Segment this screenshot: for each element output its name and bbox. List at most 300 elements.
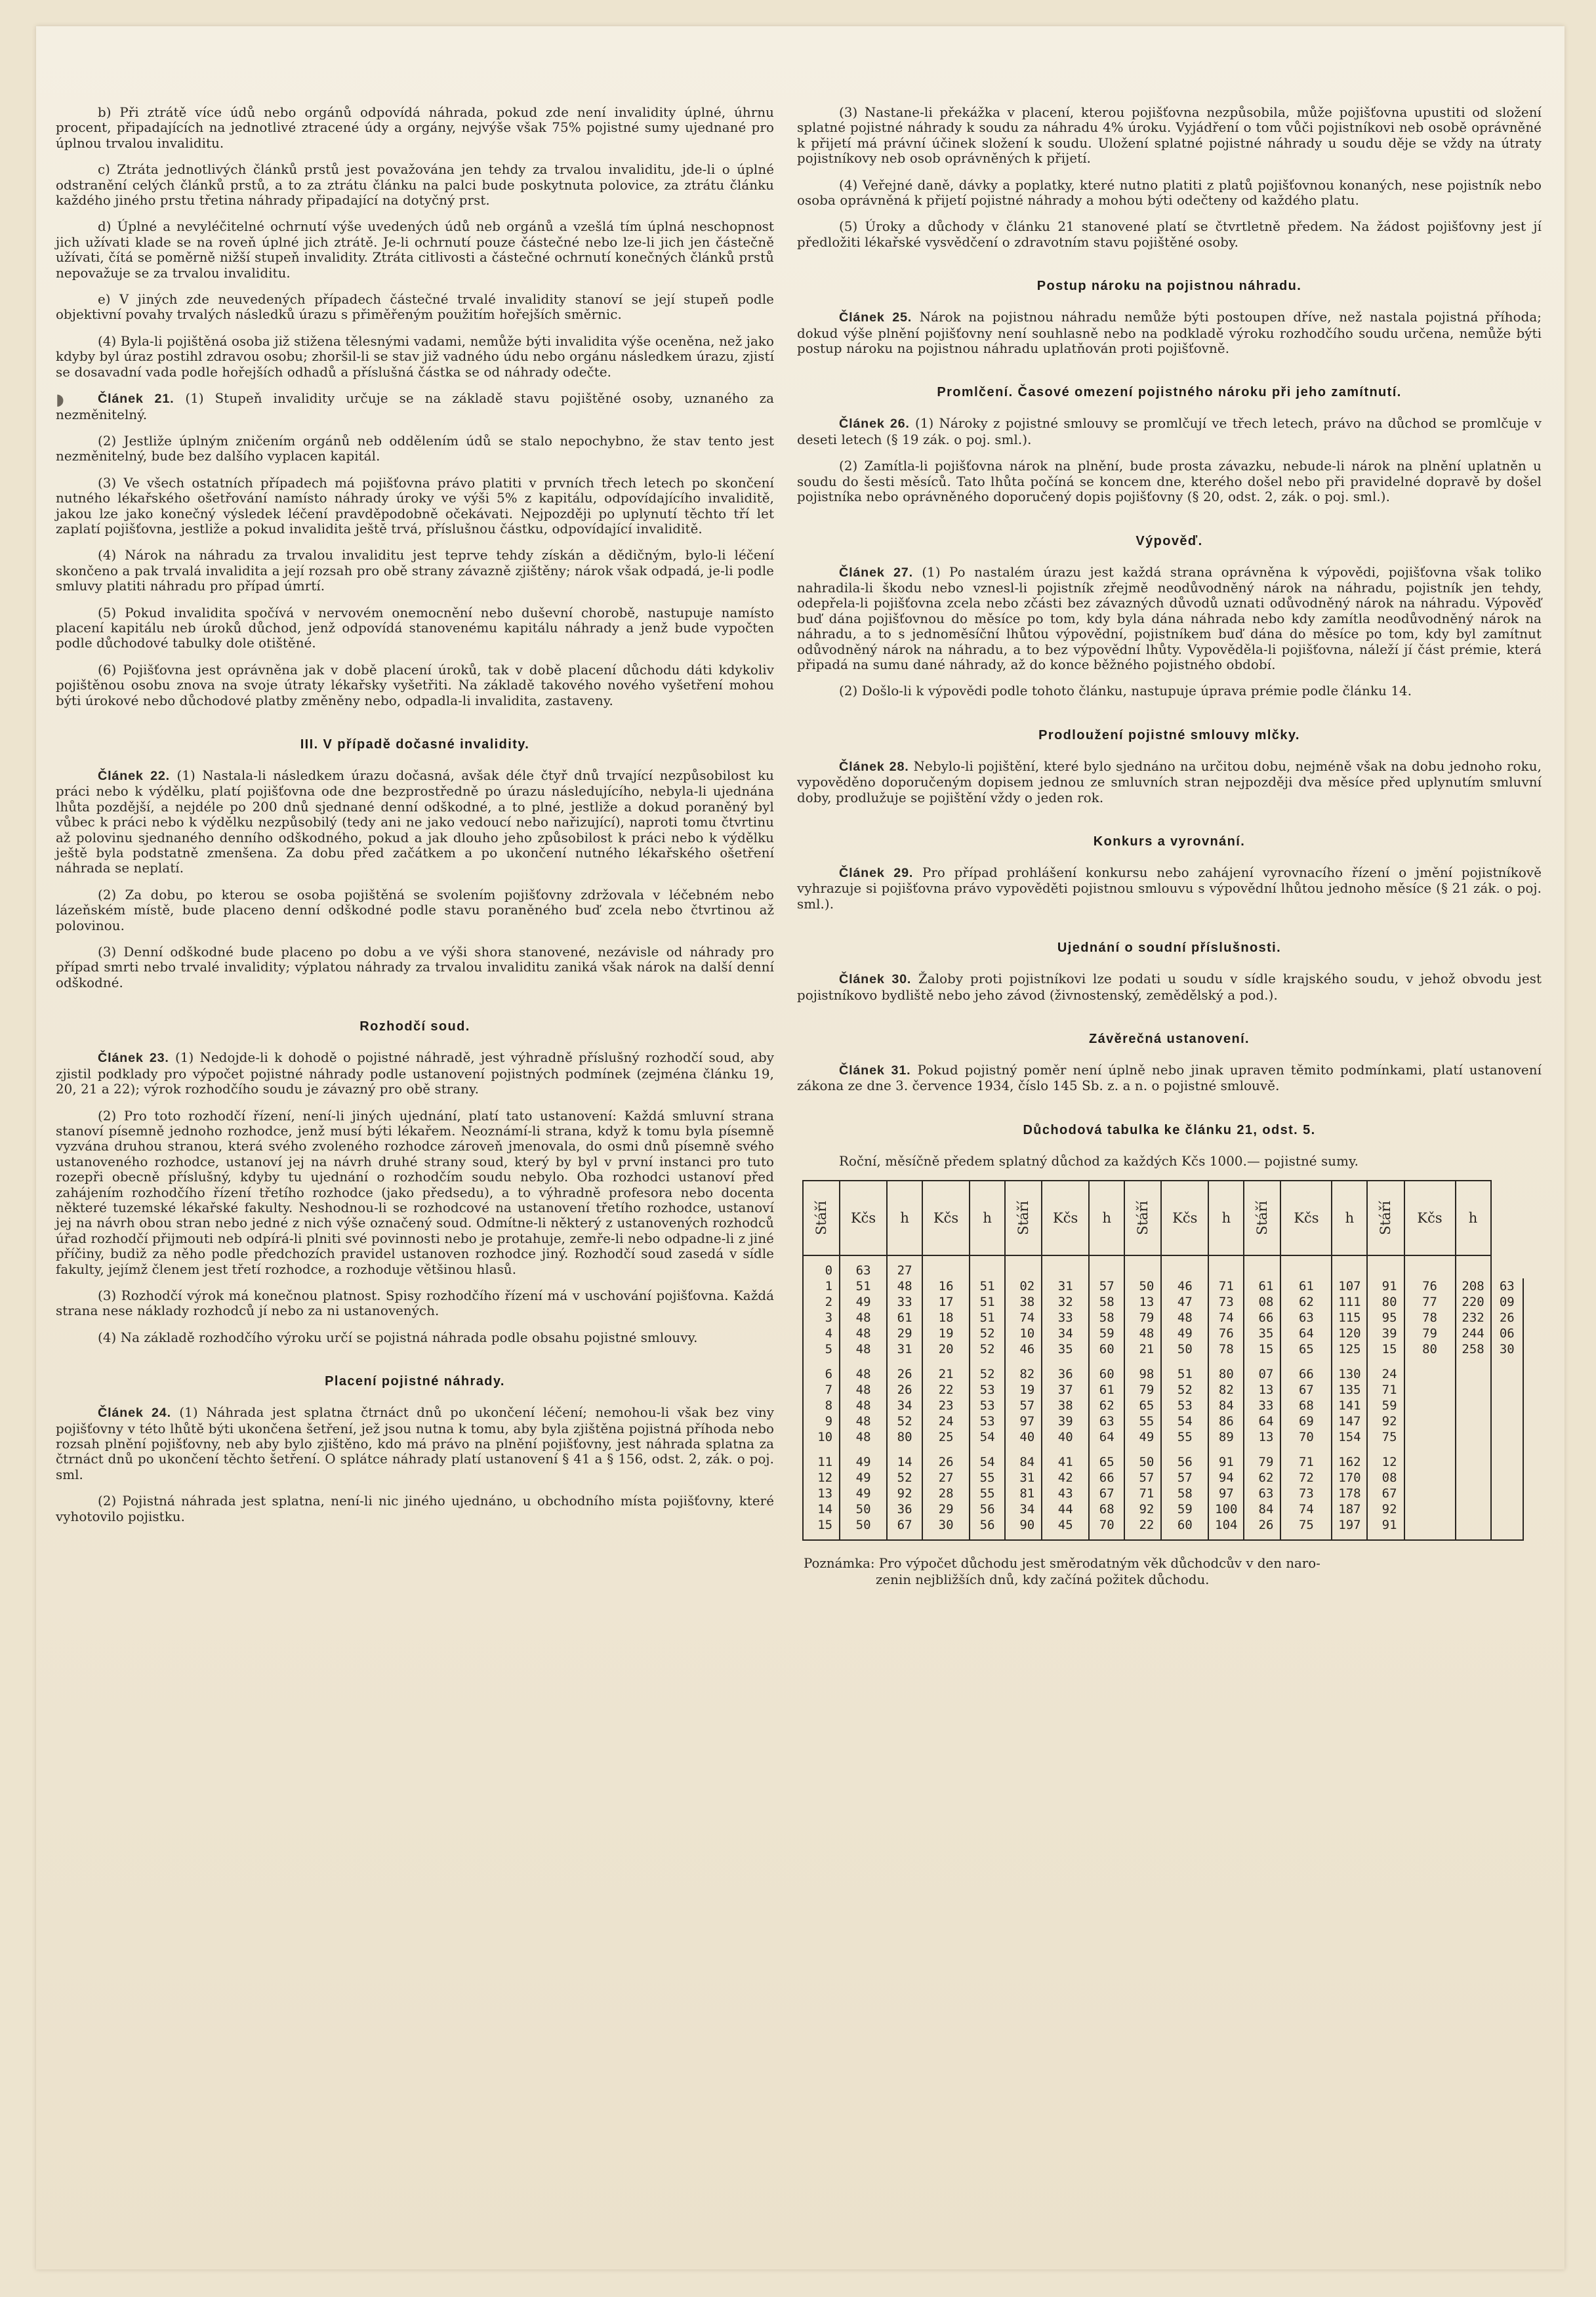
- table-cell: 74: [1208, 1310, 1244, 1326]
- table-cell: 68: [1280, 1398, 1332, 1413]
- table-cell: [1404, 1382, 1456, 1398]
- table-cell: 61: [1280, 1278, 1332, 1294]
- table-cell: 63: [1089, 1413, 1124, 1429]
- table-cell: 22: [1124, 1517, 1161, 1540]
- table-cell: 49: [1124, 1429, 1161, 1445]
- table-header-cell: [1244, 1181, 1280, 1255]
- table-cell: 80: [1208, 1357, 1244, 1382]
- table-cell: 74: [1280, 1501, 1332, 1517]
- table-cell: 26: [887, 1382, 922, 1398]
- article-24-label: Článek 24.: [98, 1406, 171, 1421]
- table-cell: 11: [803, 1445, 840, 1470]
- table-cell: 47: [1161, 1294, 1208, 1310]
- table-cell: 16: [922, 1278, 970, 1294]
- table-cell: [1456, 1255, 1491, 1278]
- table-cell: 12: [1367, 1445, 1404, 1470]
- table-cell: 94: [1208, 1470, 1244, 1486]
- table-cell: [1005, 1255, 1042, 1278]
- table-header-label: Stáří: [1378, 1201, 1394, 1236]
- table-cell: 98: [1124, 1357, 1161, 1382]
- table-cell: 91: [1367, 1278, 1404, 1294]
- table-cell: [1404, 1517, 1456, 1540]
- article-22-p2: (2) Za dobu, po kterou se osoba pojištěná se svolením pojišťovny zdržovala v léčebném nebo lázeňském místě, bude placeno denní odškodné podle stavu poraněného buď zcela nebo čtvrtinou až polovinou.: [56, 887, 774, 933]
- article-21-p5: (5) Pokud invalidita spočívá v nervovém onemocnění nebo duševní chorobě, nastupuje namísto placení kapitálu neb úroků důchod, jenž odpovídá stanovenému kapitálu náhrady a jenž bude vypočten podle důchodové tabulky dole otištěné.: [56, 605, 774, 651]
- table-cell: 41: [1042, 1445, 1089, 1470]
- table-cell: 14: [887, 1445, 922, 1470]
- table-cell: 26: [1244, 1517, 1280, 1540]
- table-cell: 06: [1491, 1326, 1523, 1341]
- table-cell: 31: [887, 1341, 922, 1357]
- table-cell: 24: [1367, 1357, 1404, 1382]
- table-cell: 57: [1089, 1278, 1124, 1294]
- table-cell: 107: [1332, 1278, 1367, 1294]
- table-header-cell: Kčs: [1042, 1181, 1089, 1255]
- table-cell: 52: [970, 1341, 1005, 1357]
- table-cell: 08: [1367, 1470, 1404, 1486]
- table-header-cell: h: [1089, 1181, 1124, 1255]
- table-cell: 15: [803, 1517, 840, 1540]
- table-cell: 84: [1244, 1501, 1280, 1517]
- table-cell: 36: [887, 1501, 922, 1517]
- article-23-p2: (2) Pro toto rozhodčí řízení, není-li jiných ujednání, platí tato ustanovení: Každá smluvní strana stanoví písemně jednoho rozhodce, jenž musí býti lékařem. Neoznámí-li strana, když k tomu byla písemně vyzvána druhou stranou, která svého zvoleného rozhodce zároveň jmenovala, do osmi dnů písemně svého ustanoveného rozhodce, ustanoví jej na návrh druhé strany soud, který by byl v první instanci pro tuto rozepři obecně příslušný, kdyby tu ujednání o rozhodčím soudu nebylo. Oba rozhodci ustanoví před zahájením rozhodčího řízení třetího rozhodce (jako předsedu), a to výhradně profesora nebo docenta některé tuzemské lékařské fakulty. Neshodnou-li se rozhodcové na ustanovení třetího rozhodce, ustanoví jej na návrh obou stran nebo jedné z nich výše označený soud. Odmítne-li některý z ustanovených rozhodců úřad rozhodčí přijmouti neb odpírá-li plniti své povinnosti nebo je protahuje, zemře-li nebo odpadne-li z jiné příčiny, budiž za něho podle předchozích pravidel ustanoven rozhodce jiný. Rozhodčí soud zasedá v sídle fakulty, jejímž členem jest třetí rozhodce, a rozhoduje většinou hlasů.: [56, 1108, 774, 1277]
- table-cell: [1456, 1357, 1491, 1382]
- table-cell: 51: [840, 1278, 887, 1294]
- table-cell: [1456, 1517, 1491, 1540]
- section-heading-temporary-invalidity: III. V případě dočasné invalidity.: [300, 737, 530, 752]
- table-cell: 92: [887, 1486, 922, 1501]
- article-21-p2: (2) Jestliže úplným zničením orgánů neb oddělením údů se stalo nepochybno, že stav tento jest nezměnitelný, bude bez dalšího vyplacen kapitál.: [56, 433, 774, 464]
- table-cell: 82: [1208, 1382, 1244, 1398]
- table-cell: 56: [970, 1517, 1005, 1540]
- table-cell: 59: [1367, 1398, 1404, 1413]
- table-cell: 56: [970, 1501, 1005, 1517]
- article-24-text: (1) Náhrada jest splatna čtrnáct dnů po ukončení léčení; nemohou-li však bez viny pojišťovny v této lhůtě býti ukončena šetření, jež jsou nutna k tomu, aby byla zjištěna pojistná příhoda nebo rozsah plnění pojišťovny, neb aby bylo zjištěno, kdo má právo na plnění pojišťovny, jest náhrada splatna za čtrnáct dnů po ukončení těchto šetření. O splátce náhrady platí ustanovení § 41 a § 156, odst. 2, zák. o poj. sml.: [56, 1405, 774, 1482]
- table-cell: 84: [1005, 1445, 1042, 1470]
- table-cell: 63: [1280, 1310, 1332, 1326]
- table-cell: 55: [970, 1470, 1005, 1486]
- table-cell: 36: [1042, 1357, 1089, 1382]
- table-cell: 63: [1491, 1278, 1523, 1294]
- table-cell: 13: [1244, 1382, 1280, 1398]
- table-row: [803, 1326, 1523, 1341]
- table-cell: 35: [1244, 1326, 1280, 1341]
- table-cell: [1491, 1486, 1523, 1501]
- table-cell: 62: [1244, 1470, 1280, 1486]
- table-header-cell: Kčs: [840, 1181, 887, 1255]
- table-cell: 52: [970, 1357, 1005, 1382]
- table-cell: 141: [1332, 1398, 1367, 1413]
- table-cell: [1491, 1382, 1523, 1398]
- table-row: [803, 1310, 1523, 1326]
- article-27-label: Článek 27.: [839, 565, 913, 580]
- table-cell: 77: [1404, 1294, 1456, 1310]
- table-cell: 100: [1208, 1501, 1244, 1517]
- table-cell: 68: [1089, 1501, 1124, 1517]
- table-cell: 53: [970, 1413, 1005, 1429]
- table-cell: 30: [922, 1517, 970, 1540]
- table-cell: 50: [840, 1517, 887, 1540]
- table-cell: 130: [1332, 1357, 1367, 1382]
- table-cell: 09: [1491, 1294, 1523, 1310]
- table-row: [803, 1470, 1523, 1486]
- table-row: [803, 1278, 1523, 1294]
- table-cell: 27: [887, 1255, 922, 1278]
- table-cell: 92: [1367, 1501, 1404, 1517]
- article-23-label: Článek 23.: [98, 1051, 169, 1066]
- table-cell: 64: [1280, 1326, 1332, 1341]
- article-31-label: Článek 31.: [839, 1063, 911, 1078]
- table-cell: 91: [1367, 1517, 1404, 1540]
- table-cell: 54: [970, 1429, 1005, 1445]
- table-cell: 60: [1161, 1517, 1208, 1540]
- table-cell: 48: [1161, 1310, 1208, 1326]
- article-21-p6: (6) Pojišťovna jest oprávněna jak v době placení úroků, tak v době placení důchodu dáti kdykoliv pojištěnou osobu znova na svoje útraty lékařsky vyšetřiti. Na základě takového nového vyšetření mohou býti úrokové nebo důchodové platby změněny nebo, odpadla-li invalidita, zastaveny.: [56, 662, 774, 708]
- table-cell: 4: [803, 1326, 840, 1341]
- article-29-label: Článek 29.: [839, 865, 914, 880]
- table-cell: 111: [1332, 1294, 1367, 1310]
- table-cell: 15: [1244, 1341, 1280, 1357]
- table-cell: 61: [887, 1310, 922, 1326]
- table-cell: 63: [840, 1255, 887, 1278]
- table-cell: 82: [1005, 1357, 1042, 1382]
- table-cell: 17: [922, 1294, 970, 1310]
- paragraph-21d: d) Úplné a nevyléčitelné ochrnutí výše uvedených údů neb orgánů a vzešlá tím úplná neschopnost jich užívati klade se na roveň úplné jich ztrátě. Je-li ochrnutí pouze částečné nebo lze-li jich jen částečně užívati, čítá se poměrně nižší stupeň invalidity. Ztráta citlivosti a částečné ochrnutí konečných článků prstů nepovažuje se za trvalou invaliditu.: [56, 219, 774, 281]
- table-cell: 53: [970, 1382, 1005, 1398]
- article-30-text: Žaloby proti pojistníkovi lze podati u soudu v sídle krajského soudu, v jehož obvodu jest pojistníkovo bydliště nebo jeho závod (živnostenský, zemědělský a pod.).: [797, 971, 1542, 1003]
- table-cell: 44: [1042, 1501, 1089, 1517]
- table-cell: 2: [803, 1294, 840, 1310]
- table-cell: [922, 1255, 970, 1278]
- table-cell: [1456, 1382, 1491, 1398]
- table-cell: 13: [1244, 1429, 1280, 1445]
- table-cell: 50: [1161, 1341, 1208, 1357]
- table-cell: [970, 1255, 1005, 1278]
- section-heading-arbitration: Rozhodčí soud.: [359, 1019, 470, 1034]
- table-cell: 64: [1089, 1429, 1124, 1445]
- table-cell: 19: [922, 1326, 970, 1341]
- table-cell: 52: [1161, 1382, 1208, 1398]
- table-cell: 49: [840, 1486, 887, 1501]
- table-cell: 79: [1124, 1382, 1161, 1398]
- article-31-text: Pokud pojistný poměr není úplně nebo jinak upraven těmito podmínkami, platí ustanovení zákona ze dne 3. července 1934, číslo 145 Sb. z. a n. o pojistné smlouvě.: [797, 1063, 1542, 1094]
- table-cell: 80: [1367, 1294, 1404, 1310]
- table-cell: 50: [840, 1501, 887, 1517]
- article-22-text: (1) Nastala-li následkem úrazu dočasná, avšak déle čtyř dnů trvající nezpůsobilost ku práci nebo k výdělku, platí pojišťovna ode dne bezprostředně po úrazu následujícího, nebyla-li ujednána lhůta pozdější, a nejdéle po 200 dnů sjednané denní odškodné, a to plné, jestliže a dokud poraněný byl vůbec k práci nebo k výdělku nezpůsobilý (tedy ani ne jako vedoucí nebo nařizující), naproti tomu čtvrtinu až polovinu sjednaného denního odškodného, pokud a jak dlouho jeho způsobilost k práci nebo k výdělku ještě byla podstatně zmenšena. Za dobu před začátkem a po ukončení nutného lékařského ošetření náhrada se neplatí.: [56, 768, 775, 876]
- article-28-paragraph: [797, 759, 1542, 805]
- table-cell: 39: [1367, 1326, 1404, 1341]
- paragraph-21b: b) Při ztrátě více údů nebo orgánů odpovídá náhrada, pokud zde není invalidity úplné, úhrnu procent, připadajících na jednotlivé ztracené údy a orgány, nejvýše však 75% pojistné sumy ujednané pro úplnou trvalou invaliditu.: [56, 105, 774, 151]
- table-cell: 52: [970, 1326, 1005, 1341]
- table-cell: 8: [803, 1398, 840, 1413]
- table-cell: 73: [1280, 1486, 1332, 1501]
- table-cell: 0: [803, 1255, 840, 1278]
- table-cell: 43: [1042, 1486, 1089, 1501]
- table-header-cell: Kčs: [1280, 1181, 1332, 1255]
- table-cell: 48: [840, 1357, 887, 1382]
- table-header-cell: Kčs: [1404, 1181, 1456, 1255]
- table-cell: 08: [1244, 1294, 1280, 1310]
- article-27-p2: (2) Došlo-li k výpovědi podle tohoto článku, nastupuje úprava prémie podle článku 14.: [839, 683, 1412, 699]
- table-cell: 60: [1089, 1341, 1124, 1357]
- table-cell: 71: [1124, 1486, 1161, 1501]
- table-cell: 58: [1161, 1486, 1208, 1501]
- article-31-paragraph: [797, 1063, 1542, 1094]
- table-cell: [1404, 1357, 1456, 1382]
- table-cell: 48: [1124, 1326, 1161, 1341]
- left-column: [56, 105, 774, 1535]
- table-cell: 07: [1244, 1357, 1280, 1382]
- table-cell: 46: [1161, 1278, 1208, 1294]
- section-heading-termination: Výpověď.: [1136, 533, 1203, 548]
- article-24-p2: (2) Pojistná náhrada jest splatna, není-li nic jiného ujednáno, u obchodního místa pojišťovny, které vyhotovilo pojistku.: [56, 1494, 774, 1524]
- table-cell: 51: [1161, 1357, 1208, 1382]
- table-cell: 208: [1456, 1278, 1491, 1294]
- table-cell: 56: [1161, 1445, 1208, 1470]
- table-cell: 76: [1404, 1278, 1456, 1294]
- table-cell: [1456, 1398, 1491, 1413]
- table-cell: [1042, 1255, 1089, 1278]
- table-cell: 70: [1280, 1429, 1332, 1445]
- table-cell: [1491, 1398, 1523, 1413]
- table-cell: [1161, 1255, 1208, 1278]
- article-28-label: Článek 28.: [839, 759, 909, 774]
- article-30-paragraph: [797, 971, 1542, 1003]
- table-cell: [1404, 1398, 1456, 1413]
- table-cell: 22: [922, 1382, 970, 1398]
- table-cell: 48: [840, 1398, 887, 1413]
- article-29-paragraph: [797, 865, 1542, 912]
- table-cell: 74: [1005, 1310, 1042, 1326]
- table-cell: 66: [1244, 1310, 1280, 1326]
- table-cell: 65: [1124, 1398, 1161, 1413]
- article-24-p5: (5) Úroky a důchody v článku 21 stanovené platí se čtvrtletně předem. Na žádost pojišťovny jest jí předložiti lékařské vysvědčení o zdravotním stavu pojištěné osoby.: [797, 219, 1542, 250]
- table-cell: 55: [970, 1486, 1005, 1501]
- table-cell: 67: [1367, 1486, 1404, 1501]
- table-cell: 62: [1089, 1398, 1124, 1413]
- table-cell: [1404, 1255, 1456, 1278]
- table-cell: 60: [1089, 1357, 1124, 1382]
- paragraph-21-4: (4) Byla-li pojištěná osoba již stižena tělesnými vadami, nemůže býti invalidita výše oceněna, než jako kdyby byl úraz postihl zdravou osobu; zhoršil-li se stav již vadného údu nebo orgánu následkem úrazu, zjistí se dosavadní vada podle hořejších odhadů a příslušná částka se od náhrady odečte.: [56, 333, 774, 380]
- article-21-text: (1) Stupeň invalidity určuje se na základě stavu pojištěné osoby, uznaného za nezměnitelný.: [56, 391, 774, 422]
- article-27-text: (1) Po nastalém úrazu jest každá strana oprávněna k výpovědi, pojišťovna však toliko nahradila-li škodu nebo vznesl-li pojistník zřejmě neodůvodněný nárok na náhradu, pojistník jen tehdy, odepřela-li pojišťovna zcela nebo zčásti bez závazných důvodů uznati odůvodněný nárok na náhradu. Výpověď buď dána pojišťovnou do měsíce po tom, kdy byla dána náhrada nebo kdy zamítla neodůvodněný nárok na náhradu, a to s jednoměsíční lhůtou výpovědní, pojistníkem buď dána do měsíce po tom, kdy byl zamítnut odůvodněný nárok na náhradu, a to bez výpovědní lhůty. Vypověděla-li pojišťovna, náleží jí část prémie, která připadá na sumu dané náhrady, až do konce běžného pojistného období.: [797, 564, 1542, 672]
- table-cell: 80: [887, 1429, 922, 1445]
- table-cell: 91: [1208, 1445, 1244, 1470]
- table-cell: 49: [840, 1294, 887, 1310]
- table-cell: 125: [1332, 1341, 1367, 1357]
- margin-mark: ◗: [56, 390, 64, 409]
- article-30-label: Článek 30.: [839, 972, 912, 987]
- article-21-p4: (4) Nárok na náhradu za trvalou invaliditu jest teprve tehdy získán a dědičným, bylo-li léčení skončeno a pak trvalá invalidita a její rozsah pro obě strany závazně zjištěny; nárok však odpadá, je-li podle smluvy platiti náhradu pro případ úmrtí.: [56, 548, 774, 594]
- table-cell: 49: [840, 1445, 887, 1470]
- table-cell: 73: [1208, 1294, 1244, 1310]
- table-cell: 54: [1161, 1413, 1208, 1429]
- table-cell: 154: [1332, 1429, 1367, 1445]
- section-heading-limitation: Promlčení. Časové omezení pojistného nároku při jeho zamítnutí.: [937, 385, 1402, 400]
- table-cell: 3: [803, 1310, 840, 1326]
- table-header-label: Stáří: [1015, 1201, 1032, 1236]
- table-cell: 120: [1332, 1326, 1367, 1341]
- table-cell: 61: [1244, 1278, 1280, 1294]
- table-cell: 54: [970, 1445, 1005, 1470]
- table-row: [803, 1382, 1523, 1398]
- table-cell: 33: [1042, 1310, 1089, 1326]
- table-cell: 81: [1005, 1486, 1042, 1501]
- table-note-line-1: Poznámka: Pro výpočet důchodu jest směrodatným věk důchodcův v den naro-: [804, 1556, 1320, 1572]
- table-cell: 58: [1089, 1310, 1124, 1326]
- table-header-cell: [803, 1181, 840, 1255]
- article-22-paragraph: [56, 768, 774, 876]
- table-header-cell: h: [970, 1181, 1005, 1255]
- table-cell: 78: [1404, 1310, 1456, 1326]
- table-header-cell: Kčs: [1161, 1181, 1208, 1255]
- table-cell: 84: [1208, 1398, 1244, 1413]
- table-cell: 26: [1491, 1310, 1523, 1326]
- table-cell: 1: [803, 1278, 840, 1294]
- table-cell: 78: [1208, 1341, 1244, 1357]
- table-cell: 147: [1332, 1413, 1367, 1429]
- table-row: [803, 1398, 1523, 1413]
- article-24-paragraph: [56, 1405, 774, 1482]
- table-cell: 31: [1042, 1278, 1089, 1294]
- table-cell: 66: [1089, 1470, 1124, 1486]
- table-cell: 115: [1332, 1310, 1367, 1326]
- table-row: [803, 1429, 1523, 1445]
- table-cell: [1491, 1429, 1523, 1445]
- table-cell: [1491, 1517, 1523, 1540]
- table-cell: 79: [1124, 1310, 1161, 1326]
- table-cell: [1404, 1445, 1456, 1470]
- table-cell: 55: [1161, 1429, 1208, 1445]
- table-cell: 34: [887, 1398, 922, 1413]
- table-cell: 48: [840, 1326, 887, 1341]
- table-cell: 18: [922, 1310, 970, 1326]
- document-page: [36, 26, 1565, 2269]
- table-row: [803, 1501, 1523, 1517]
- table-header-label: Stáří: [813, 1201, 830, 1236]
- article-24-p3: (3) Nastane-li překážka v placení, kterou pojišťovna nezpůsobila, může pojišťovna upustiti od složení splatné pojistné náhrady k soudu za náhradu 4% úroku. Vyjádření o tom vůči pojistníkovi neb osobě oprávněné k přijetí má právní účinek složení k soudu. Uložení splatné pojistné náhrady u soudu děje se vždy na útraty pojistníkovy neb osob oprávněných k přijetí.: [797, 105, 1542, 167]
- table-cell: 5: [803, 1341, 840, 1357]
- table-row: [803, 1413, 1523, 1429]
- table-cell: 51: [970, 1278, 1005, 1294]
- section-heading-jurisdiction: Ujednání o soudní příslušnosti.: [1057, 941, 1282, 956]
- table-cell: [1404, 1429, 1456, 1445]
- table-cell: [1332, 1255, 1367, 1278]
- table-cell: [1404, 1413, 1456, 1429]
- table-cell: 162: [1332, 1445, 1367, 1470]
- table-cell: 15: [1367, 1341, 1404, 1357]
- table-cell: [1404, 1470, 1456, 1486]
- table-cell: 14: [803, 1501, 840, 1517]
- table-cell: [1089, 1255, 1124, 1278]
- table-cell: 61: [1089, 1382, 1124, 1398]
- table-cell: 33: [1244, 1398, 1280, 1413]
- table-cell: 104: [1208, 1517, 1244, 1540]
- table-cell: 35: [1042, 1341, 1089, 1357]
- article-23-paragraph: [56, 1050, 774, 1097]
- table-cell: 38: [1005, 1294, 1042, 1310]
- table-cell: 64: [1244, 1413, 1280, 1429]
- annuity-table-caption: Roční, měsíčně předem splatný důchod za každých Kčs 1000.— pojistné sumy.: [839, 1153, 1359, 1169]
- article-26-p2: (2) Zamítla-li pojišťovna nárok na plnění, bude prosta závazku, nebude-li nárok na plnění uplatněn u soudu do šesti měsíců. Tato lhůta počíná se koncem dne, kterého došel nebo při pravidelné dopravě by došel pojistníka nebo oprávněného doporučený dopis pojišťovny (§ 20, odst. 2, zák. o poj. sml.).: [797, 458, 1542, 505]
- table-cell: 29: [887, 1326, 922, 1341]
- table-cell: 45: [1042, 1517, 1089, 1540]
- table-cell: 26: [887, 1357, 922, 1382]
- table-cell: [1491, 1357, 1523, 1382]
- table-cell: 97: [1208, 1486, 1244, 1501]
- table-cell: 48: [840, 1429, 887, 1445]
- article-22-p3: (3) Denní odškodné bude placeno po dobu a ve výši shora stanovené, nezávisle od náhrady pro případ smrti nebo trvalé invalidity; výplatou náhrady za trvalou invaliditu zaniká však nárok na další denní odškodné.: [56, 945, 774, 990]
- table-cell: 34: [1042, 1326, 1089, 1341]
- table-cell: 40: [1042, 1429, 1089, 1445]
- table-cell: 12: [803, 1470, 840, 1486]
- article-25-text: Nárok na pojistnou náhradu nemůže býti postoupen dříve, než nastala pojistná příhoda; dokud výše plnění pojišťovny není souhlasně nebo na podkladě výroku rozhodčího soudu určena, nemůže býti postup nároku na pojistnou náhradu uplatňován proti pojišťovně.: [797, 310, 1542, 357]
- table-header-label: Stáří: [1135, 1201, 1151, 1236]
- table-header-cell: h: [1208, 1181, 1244, 1255]
- article-29-text: Pro případ prohlášení konkursu nebo zahájení vyrovnacího řízení o jmění pojistníkově vyhrazuje si pojišťovna právo vypověděti pojistnou smlouvu s výpovědní lhůtou jednoho měsíce (§ 21 zák. o poj. sml.).: [797, 864, 1542, 912]
- table-cell: [1280, 1255, 1332, 1278]
- table-cell: 59: [1089, 1326, 1124, 1341]
- table-cell: 71: [1367, 1382, 1404, 1398]
- table-cell: 53: [970, 1398, 1005, 1413]
- table-cell: 86: [1208, 1413, 1244, 1429]
- section-heading-tacit-extension: Prodloužení pojistné smlouvy mlčky.: [1038, 727, 1300, 742]
- article-24-p4: (4) Veřejné daně, dávky a poplatky, které nutno platiti z platů pojišťovnou konaných, nese pojistník nebo osoba oprávněná k přijetí pojistné náhrady a mohou býti odečteny od každého platu.: [797, 177, 1542, 209]
- table-cell: 38: [1042, 1398, 1089, 1413]
- table-row: [803, 1341, 1523, 1357]
- table-cell: 170: [1332, 1470, 1367, 1486]
- table-cell: 59: [1161, 1501, 1208, 1517]
- table-cell: 187: [1332, 1501, 1367, 1517]
- table-cell: 75: [1367, 1429, 1404, 1445]
- table-cell: 65: [1280, 1341, 1332, 1357]
- table-cell: 69: [1280, 1413, 1332, 1429]
- table-cell: 32: [1042, 1294, 1089, 1310]
- table-cell: 40: [1005, 1429, 1042, 1445]
- table-cell: 65: [1089, 1445, 1124, 1470]
- table-cell: 29: [922, 1501, 970, 1517]
- table-cell: 25: [922, 1429, 970, 1445]
- table-cell: 51: [970, 1294, 1005, 1310]
- table-cell: 49: [840, 1470, 887, 1486]
- paragraph-21c: c) Ztráta jednotlivých článků prstů jest považována jen tehdy za trvalou invaliditu, jde-li o úplné odstranění celých článků prstů, a to za ztrátu článku na palci bude poskytnuta polovice, za ztrátu článku každého jiného prstu třetina náhrady připadající na dotyčný prst.: [56, 162, 774, 209]
- table-cell: 52: [887, 1413, 922, 1429]
- table-header-cell: [1124, 1181, 1161, 1255]
- article-21-p3: (3) Ve všech ostatních případech má pojišťovna právo platiti v prvních třech letech po skončení nutného lékařského ošetřování namísto náhrady úroky ve výši 5% z kapitálu, odpovídajícího invaliditě, jakou lze jako konečný výsledek léčení pravděpodobně očekávati. Nejpozději po uplynutí těchto tří let zaplatí pojišťovna, jestliže a pokud invalidita ještě trvá, příslušnou částku, odpovídající invaliditě.: [56, 475, 774, 537]
- table-cell: 92: [1367, 1413, 1404, 1429]
- table-cell: 135: [1332, 1382, 1367, 1398]
- table-note-line-2: zenin nejbližších dnů, kdy začíná požitek důchodu.: [876, 1572, 1210, 1588]
- table-cell: 30: [1491, 1341, 1523, 1357]
- table-cell: 62: [1280, 1294, 1332, 1310]
- table-cell: 72: [1280, 1470, 1332, 1486]
- table-cell: 24: [922, 1413, 970, 1429]
- table-cell: 244: [1456, 1326, 1491, 1341]
- table-cell: [1456, 1470, 1491, 1486]
- article-23-p3: (3) Rozhodčí výrok má konečnou platnost. Spisy rozhodčího řízení má v uschování pojišťovna. Každá strana nese náklady rozhodců jí nebo za ni ustanovených.: [56, 1288, 774, 1319]
- table-cell: 92: [1124, 1501, 1161, 1517]
- table-cell: 57: [1005, 1398, 1042, 1413]
- table-cell: 197: [1332, 1517, 1367, 1540]
- table-cell: [1404, 1486, 1456, 1501]
- table-cell: 58: [1089, 1294, 1124, 1310]
- table-cell: 53: [1161, 1398, 1208, 1413]
- table-cell: 63: [1244, 1486, 1280, 1501]
- table-cell: [1456, 1501, 1491, 1517]
- table-cell: 27: [922, 1470, 970, 1486]
- table-cell: 13: [1124, 1294, 1161, 1310]
- table-cell: 48: [887, 1278, 922, 1294]
- table-cell: 19: [1005, 1382, 1042, 1398]
